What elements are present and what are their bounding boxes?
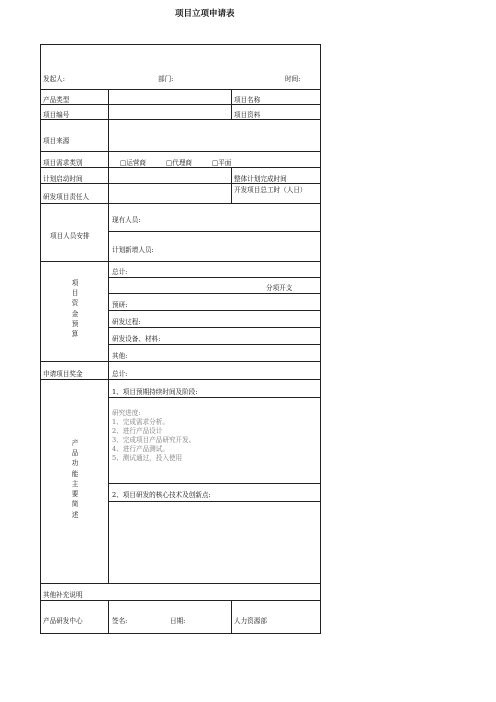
header-row <box>40 44 320 90</box>
demand-type-label: 项目需求类别 <box>43 159 83 167</box>
budget-total-label: 总计: <box>112 268 128 276</box>
page-title: 项目立项申请表 <box>175 9 235 19</box>
option-flat-checkbox[interactable]: □平面 <box>212 159 232 167</box>
desc-2-label: 2、项目研发的核心技术及创新点: <box>112 491 211 499</box>
staffing-label: 项目人员安排 <box>50 232 90 240</box>
project-name-label: 项目名称 <box>234 96 261 104</box>
department-label: 部门: <box>158 75 174 83</box>
initiator-label: 发起人: <box>43 75 66 83</box>
plan-start-row <box>40 168 320 184</box>
hr-label: 人力资源部 <box>234 617 267 625</box>
progress-item-2: 2、进行产品设计 <box>112 427 163 435</box>
plan-finish-label: 整体计划完成时间 <box>234 175 287 183</box>
progress-item-4: 4、进行产品测试。 <box>112 445 169 453</box>
desc-1-label: 1、项目预期持续时间及阶段: <box>112 388 198 396</box>
progress-item-1: 1、完成需求分析。 <box>112 418 169 426</box>
demand-type-row <box>40 152 320 168</box>
form-right-border <box>320 44 321 613</box>
date-label: 日期: <box>170 617 186 625</box>
staffing-row <box>40 204 320 262</box>
new-staff-label: 计划新增人员: <box>112 246 154 254</box>
other-notes-label: 其他补充说明 <box>43 591 83 599</box>
project-docs-label: 项目资料 <box>234 111 261 119</box>
product-desc-block <box>40 380 320 584</box>
rd-center-label: 产品研发中心 <box>43 617 83 625</box>
time-label: 时间: <box>285 75 301 83</box>
budget-process-label: 研发过程: <box>112 318 141 326</box>
product-type-label: 产品类型 <box>43 96 70 104</box>
current-staff-label: 现有人员: <box>112 216 141 224</box>
plan-start-label: 计划启动时间 <box>43 175 83 183</box>
budget-label: 项 目 资 金 预 算 <box>71 279 79 339</box>
other-notes-row <box>40 584 320 601</box>
owner-row <box>40 184 320 204</box>
progress-item-3: 3、完成项目产品研究开发。 <box>112 436 196 444</box>
budget-research-label: 预研: <box>112 301 128 309</box>
progress-item-5: 5、测试通过，投入使用 <box>112 454 183 462</box>
apply-funds-row <box>40 362 320 380</box>
option-agent-checkbox[interactable]: □代理商 <box>166 159 193 167</box>
project-no-row <box>40 105 320 120</box>
project-source-row <box>40 120 320 152</box>
dev-hours-label: 开发项目总工时（人日） <box>234 186 307 194</box>
progress-title: 研究进度: <box>112 409 141 417</box>
project-no-label: 项目编号 <box>43 111 70 119</box>
budget-equipment-label: 研发设备、材料: <box>112 335 161 343</box>
budget-sub-label: 分项开支 <box>266 284 293 292</box>
product-desc-label: 产 品 功 能 主 要 简 述 <box>71 439 79 519</box>
apply-total-label: 总计: <box>112 370 128 378</box>
budget-block <box>40 262 320 362</box>
owner-label: 研发项目责任人 <box>43 193 90 201</box>
signature-row <box>40 601 320 634</box>
budget-other-label: 其他: <box>112 352 128 360</box>
sign-label: 签名: <box>112 617 128 625</box>
product-type-row <box>40 90 320 105</box>
apply-funds-label: 申请项目奖金 <box>43 370 83 378</box>
project-source-label: 项目来源 <box>43 137 70 145</box>
option-operator-checkbox[interactable]: □运营商 <box>120 159 147 167</box>
